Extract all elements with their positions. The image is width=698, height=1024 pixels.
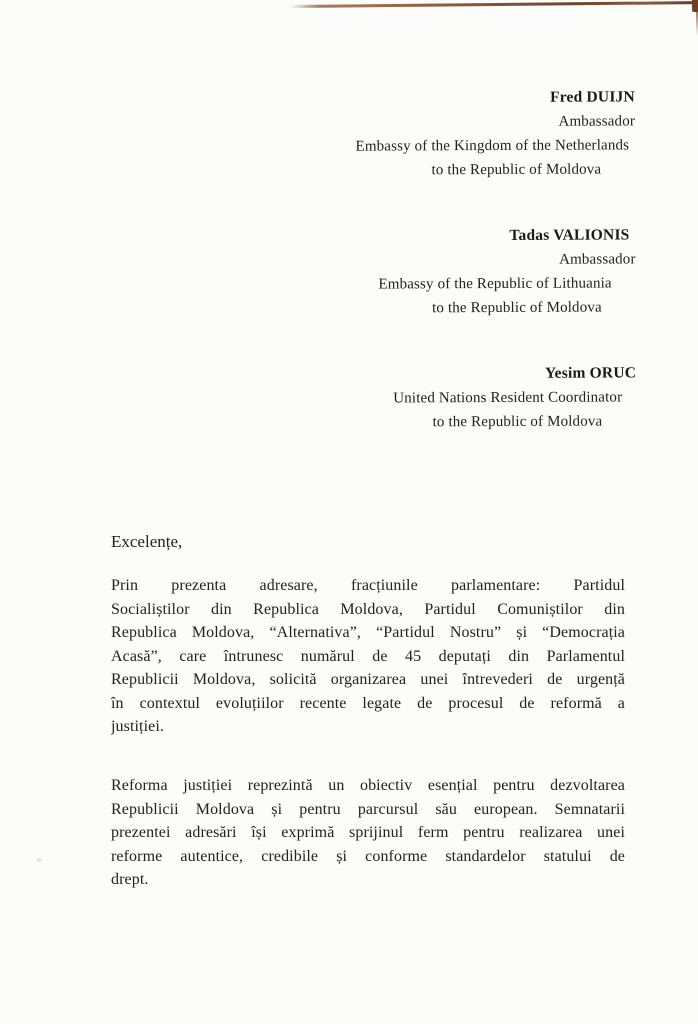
body-line: Prin prezenta adresare, fracțiunile parlamentare: Partidul: [111, 577, 625, 594]
recipient-accreditation: to the Republic of Moldova: [432, 299, 603, 317]
recipient-organization: Embassy of the Republic of Lithuania: [378, 275, 613, 293]
body-line: Socialiștilor din Republica Moldova, Partidul Comuniștilor din: [111, 600, 625, 618]
scan-speck: [36, 858, 42, 862]
recipient-block-netherlands: [356, 85, 636, 182]
recipient-accreditation: to the Republic of Moldova: [431, 161, 602, 179]
body-line: Reforma justiției reprezintă un obiectiv esențial pentru dezvoltarea: [111, 777, 625, 794]
recipient-title: United Nations Resident Coordinator: [393, 389, 623, 407]
body-line: Republicii Moldova și pentru parcursul său european. Semnatarii: [111, 800, 625, 818]
recipient-accreditation: to the Republic of Moldova: [432, 413, 603, 431]
body-line: Acasă”, care întrunesc numărul de 45 deputați din Parlamentul: [111, 647, 625, 665]
recipient-name: Yesim ORUC: [545, 364, 637, 382]
recipient-block-un: [357, 361, 637, 434]
recipient-name: Fred DUIJN: [550, 88, 636, 106]
paragraph-reform: [111, 774, 625, 892]
scan-top-edge-line: [290, 1, 698, 8]
recipient-blocks: [356, 85, 637, 434]
recipient-block-lithuania: [356, 223, 636, 320]
body-line: drept.: [111, 871, 149, 888]
recipient-title: Ambassador: [559, 251, 637, 268]
body-line: reforme autentice, credibile și conforme standardelor statului de: [111, 847, 625, 865]
body-line: Republica Moldova, “Alternativa”, “Partidul Nostru” și “Democrația: [111, 624, 625, 641]
salutation: Excelențe,: [111, 532, 183, 551]
paragraph-request: [111, 574, 625, 739]
body-line: Republicii Moldova, solicită organizarea unei întrevederi de urgență: [111, 671, 625, 688]
recipient-name: Tadas VALIONIS: [509, 226, 630, 244]
body-line: prezentei adresări își exprimă sprijinul ferm pentru realizarea unei: [111, 824, 625, 841]
recipient-organization: Embassy of the Kingdom of the Netherlands: [355, 137, 630, 155]
body-line: în contextul evoluțiilor recente legate de procesul de reformă a: [111, 694, 625, 712]
recipient-title: Ambassador: [558, 113, 636, 130]
body-line: justiției.: [111, 718, 164, 735]
